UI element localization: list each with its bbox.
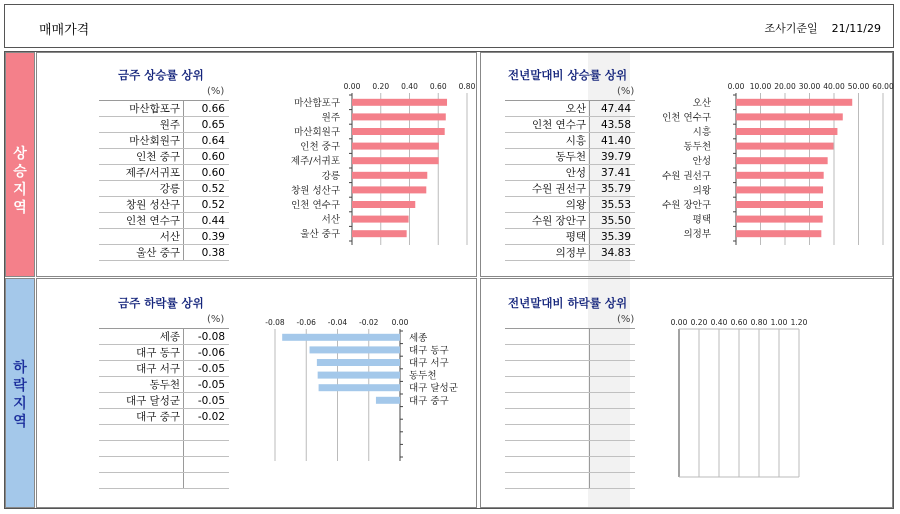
category-label: 의정부 [683, 229, 711, 241]
bar [736, 143, 833, 150]
tick-label: 0.00 [670, 318, 688, 327]
change-rate [590, 361, 635, 376]
tick-label: -0.08 [265, 318, 285, 327]
table-row [505, 377, 635, 393]
region-name: 원주 [99, 117, 184, 132]
table-row [99, 117, 229, 133]
fall-region-sidebar [5, 278, 35, 508]
category-label: 마산회원구 [294, 127, 340, 138]
category-label: 강릉 [321, 170, 340, 182]
fall-label-char: 락 [13, 378, 27, 394]
tick-label: 40.00 [823, 82, 845, 91]
region-name [505, 345, 590, 360]
region-name [505, 329, 590, 344]
change-rate [184, 457, 229, 472]
tick-label: 0.60 [730, 318, 748, 327]
bar [352, 186, 426, 193]
bar [376, 397, 400, 404]
change-rate [590, 345, 635, 360]
rise-label-char: 상 [13, 146, 27, 162]
change-rate [590, 457, 635, 472]
table-row [505, 361, 635, 377]
change-rate: 35.79 [600, 183, 631, 195]
region-name: 대구 달성군 [99, 393, 184, 408]
ytd-fall-panel [480, 278, 893, 508]
tick-label: 0.00 [391, 318, 409, 327]
region-name [505, 473, 590, 488]
region-name [505, 361, 590, 376]
change-rate: -0.05 [197, 379, 225, 391]
weekly-fall-title: 금주 하락률 상위 [118, 296, 204, 310]
region-name [99, 457, 184, 472]
tick-label: 0.40 [710, 318, 728, 327]
tick-label: -0.06 [296, 318, 316, 327]
category-label: 인천 연수구 [291, 200, 340, 211]
tick-label: 1.20 [790, 318, 808, 327]
category-label: 수원 권선구 [662, 170, 711, 182]
weekly-rise-title: 금주 상승률 상위 [118, 68, 204, 82]
category-label: 대구 서구 [409, 358, 449, 369]
change-rate [184, 473, 229, 488]
change-rate: -0.08 [197, 331, 225, 343]
table-row [99, 425, 229, 441]
region-name [99, 425, 184, 440]
fall-label-char: 역 [13, 414, 27, 430]
bar [736, 113, 843, 120]
weekly-rise-table [99, 100, 229, 261]
ytd-rise-chart [641, 81, 894, 261]
category-label: 울산 중구 [300, 229, 340, 241]
bar [736, 201, 823, 208]
category-label: 제주/서귀포 [290, 156, 340, 168]
change-rate [590, 441, 635, 456]
bar [310, 346, 400, 353]
table-row [505, 329, 635, 345]
change-rate [590, 329, 635, 344]
weekly-rise-panel [36, 52, 477, 277]
bar [736, 186, 823, 193]
category-label: 마산합포구 [294, 97, 340, 109]
change-rate: 0.52 [201, 199, 225, 211]
table-row [99, 181, 229, 197]
region-name: 수원 권선구 [505, 181, 590, 196]
category-label: 수원 장안구 [662, 200, 711, 211]
change-rate [590, 425, 635, 440]
bar [352, 143, 439, 150]
region-name [505, 457, 590, 472]
table-row [505, 409, 635, 425]
rise-label-char: 승 [13, 164, 27, 180]
report-header [4, 4, 894, 48]
table-row [99, 213, 229, 229]
change-rate: 0.60 [201, 167, 225, 179]
bar [318, 372, 400, 379]
bar [319, 384, 400, 391]
tick-label: 0.80 [458, 82, 476, 91]
change-rate: -0.05 [197, 363, 225, 375]
change-rate: 43.58 [600, 119, 631, 131]
category-label: 인천 중구 [300, 141, 340, 153]
bar [352, 113, 446, 120]
change-rate: 39.79 [600, 151, 631, 163]
change-rate: 35.50 [600, 215, 631, 227]
tick-label: 0.80 [750, 318, 768, 327]
change-rate: -0.05 [197, 395, 225, 407]
change-rate [184, 441, 229, 456]
bar [736, 216, 823, 223]
table-row [99, 457, 229, 473]
tick-label: 50.00 [847, 82, 870, 91]
change-rate: 0.65 [201, 119, 225, 131]
region-name [505, 409, 590, 424]
category-label: 동두천 [409, 370, 437, 382]
tick-label: 0.40 [401, 82, 418, 91]
region-name: 인천 중구 [99, 149, 184, 164]
region-name [505, 441, 590, 456]
category-label: 인천 연수구 [662, 112, 711, 124]
region-name: 의왕 [505, 197, 590, 212]
category-label: 안성 [692, 156, 711, 168]
table-row [505, 181, 635, 197]
table-row [505, 441, 635, 457]
region-name: 동두천 [99, 377, 184, 392]
tick-label: 10.00 [749, 82, 772, 91]
category-label: 대구 동구 [409, 345, 449, 357]
category-label: 의왕 [692, 185, 711, 197]
ytd-rise-title: 전년말대비 상승률 상위 [508, 68, 628, 82]
region-name: 평택 [505, 229, 590, 244]
bar [352, 230, 407, 237]
change-rate: 37.41 [600, 167, 631, 179]
change-rate [590, 377, 635, 392]
tick-label: -0.02 [359, 318, 379, 327]
category-label: 세종 [409, 332, 428, 344]
table-row [505, 393, 635, 409]
table-row [99, 197, 229, 213]
ytd-fall-chart [651, 317, 891, 497]
bar [736, 230, 821, 237]
region-name: 대구 서구 [99, 361, 184, 376]
category-label: 동두천 [683, 141, 711, 153]
region-name: 인천 연수구 [99, 213, 184, 228]
table-row [505, 213, 635, 229]
tick-label: 0.60 [429, 82, 447, 91]
table-row [99, 101, 229, 117]
table-row [505, 425, 635, 441]
table-row [505, 117, 635, 133]
change-rate: 0.39 [201, 231, 225, 243]
survey-date-label: 조사기준일 [764, 22, 818, 35]
change-rate [590, 473, 635, 488]
region-name: 강릉 [99, 181, 184, 196]
category-label: 오산 [692, 97, 711, 109]
page-title: 매매가격 [39, 23, 90, 38]
weekly-fall-table [99, 328, 229, 489]
tick-label: 0.00 [343, 82, 361, 91]
ytd-fall-table [505, 328, 635, 489]
region-name: 수원 장안구 [505, 213, 590, 228]
table-row [99, 473, 229, 489]
table-row [505, 457, 635, 473]
rise-label-char: 지 [13, 182, 27, 198]
tick-label: 0.20 [372, 82, 390, 91]
fall-label-char: 하 [13, 360, 27, 376]
change-rate: 41.40 [600, 135, 631, 147]
table-row [505, 101, 635, 117]
bar [352, 201, 415, 208]
change-rate [590, 409, 635, 424]
table-row [99, 409, 229, 425]
region-name: 창원 성산구 [99, 197, 184, 212]
weekly-rise-unit: (%) [207, 86, 225, 97]
ytd-fall-unit: (%) [617, 314, 635, 325]
bar [352, 128, 445, 135]
bar [352, 216, 409, 223]
table-row [505, 133, 635, 149]
fall-region-label [6, 359, 34, 431]
change-rate: 0.38 [201, 247, 225, 259]
tick-label: -0.04 [327, 318, 348, 327]
weekly-rise-chart [242, 81, 476, 261]
change-rate [184, 425, 229, 440]
survey-date-info [764, 20, 881, 36]
table-row [505, 229, 635, 245]
category-label: 서산 [321, 214, 340, 226]
change-rate: 47.44 [600, 103, 631, 115]
change-rate: -0.02 [197, 411, 225, 423]
region-name [505, 393, 590, 408]
region-name [505, 377, 590, 392]
change-rate: 35.39 [600, 231, 631, 243]
region-name: 세종 [99, 329, 184, 344]
change-rate: -0.06 [197, 347, 225, 359]
table-row [99, 133, 229, 149]
change-rate: 0.64 [201, 135, 225, 147]
change-rate: 0.66 [201, 103, 225, 115]
table-row [505, 197, 635, 213]
tick-label: 0.20 [690, 318, 708, 327]
region-name: 인천 연수구 [505, 117, 590, 132]
tick-label: 60.00 [872, 82, 894, 91]
tick-label: 20.00 [774, 82, 796, 91]
table-row [505, 149, 635, 165]
change-rate: 0.44 [201, 215, 225, 227]
region-name: 안성 [505, 165, 590, 180]
rise-region-label [6, 145, 34, 217]
region-name: 울산 중구 [99, 245, 184, 260]
fall-label-char: 지 [13, 396, 27, 412]
bar [282, 334, 400, 341]
tick-label: 1.00 [770, 318, 788, 327]
region-name [99, 473, 184, 488]
bar [736, 172, 824, 179]
table-row [99, 345, 229, 361]
table-row [99, 329, 229, 345]
bar [736, 128, 837, 135]
table-row [99, 441, 229, 457]
region-name: 대구 중구 [99, 409, 184, 424]
weekly-fall-panel [36, 278, 477, 508]
region-name: 오산 [505, 101, 590, 116]
category-label: 대구 달성군 [409, 383, 458, 395]
table-row [99, 377, 229, 393]
table-row [505, 245, 635, 261]
bar [736, 99, 852, 106]
change-rate: 35.53 [600, 199, 631, 211]
tick-label: 30.00 [798, 82, 821, 91]
region-name: 대구 동구 [99, 345, 184, 360]
table-row [99, 229, 229, 245]
survey-date-value: 21/11/29 [831, 22, 881, 35]
category-label: 시흥 [692, 127, 711, 138]
table-row [99, 149, 229, 165]
region-name: 마산회원구 [99, 133, 184, 148]
table-row [99, 393, 229, 409]
region-name: 제주/서귀포 [99, 165, 184, 180]
rise-region-sidebar [5, 52, 35, 277]
change-rate: 0.52 [201, 183, 225, 195]
region-name: 의정부 [505, 245, 590, 260]
table-row [99, 361, 229, 377]
bar [736, 157, 828, 164]
ytd-rise-unit: (%) [617, 86, 635, 97]
weekly-fall-unit: (%) [207, 314, 225, 325]
bar [352, 172, 427, 179]
table-row [505, 473, 635, 489]
category-label: 평택 [692, 214, 711, 226]
ytd-fall-title: 전년말대비 하락률 상위 [508, 296, 628, 310]
change-rate: 0.60 [201, 151, 225, 163]
table-row [505, 165, 635, 181]
change-rate [590, 393, 635, 408]
table-row [99, 165, 229, 181]
change-rate: 34.83 [600, 247, 631, 259]
tick-label: 0.00 [727, 82, 745, 91]
region-name [99, 441, 184, 456]
category-label: 원주 [321, 112, 340, 124]
ytd-rise-table [505, 100, 635, 261]
region-name: 동두천 [505, 149, 590, 164]
bar [352, 99, 447, 106]
weekly-fall-chart [237, 317, 477, 497]
bar [317, 359, 400, 366]
rise-label-char: 역 [13, 200, 27, 216]
region-name: 서산 [99, 229, 184, 244]
region-name [505, 425, 590, 440]
category-label: 창원 성산구 [291, 185, 340, 197]
ytd-rise-panel [480, 52, 893, 277]
category-label: 대구 중구 [409, 395, 449, 407]
region-name: 시흥 [505, 133, 590, 148]
table-row [505, 345, 635, 361]
region-name: 마산합포구 [99, 101, 184, 116]
bar [352, 157, 439, 164]
table-row [99, 245, 229, 261]
